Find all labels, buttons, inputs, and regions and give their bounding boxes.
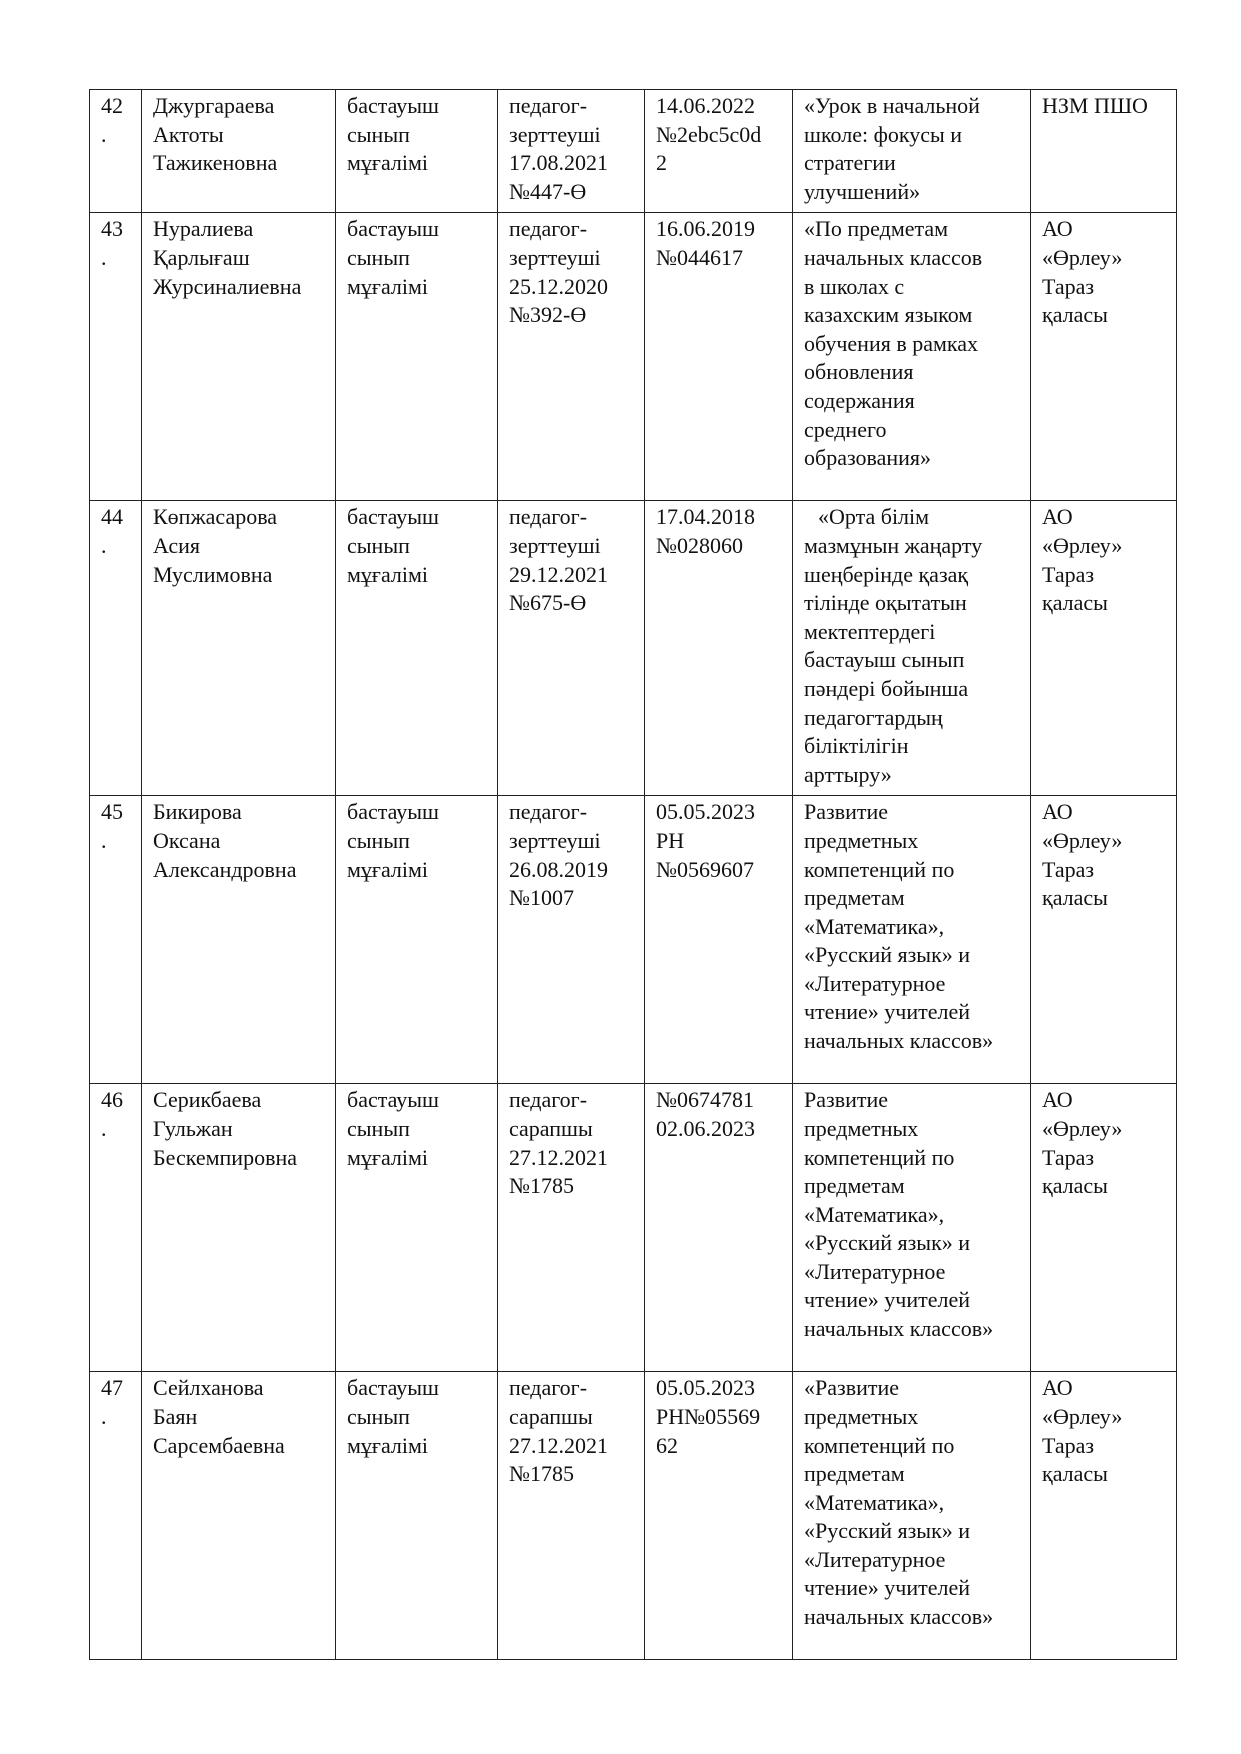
certificate-info: 05.05.2023 РН№05569 62	[645, 1372, 793, 1660]
teacher-position: бастауыш сынып мұғалімі	[336, 1372, 498, 1660]
organization: АО «Өрлеу» Тараз қаласы	[1031, 1372, 1177, 1660]
row-number: 42 .	[90, 90, 142, 213]
table-row	[90, 796, 1177, 1084]
table-row	[90, 1084, 1177, 1372]
teacher-category: педагог- зерттеуші 25.12.2020 №392-Ө	[498, 213, 645, 501]
table-row	[90, 501, 1177, 796]
course-topic: Развитие предметных компетенций по предметам «Математика», «Русский язык» и «Литературное чтение» учителей начальных классов»	[793, 1084, 1031, 1372]
teacher-position: бастауыш сынып мұғалімі	[336, 796, 498, 1084]
course-topic: «По предметам начальных классов в школах с казахским языком обучения в рамках обновления содержания среднего образования»	[793, 213, 1031, 501]
teacher-name: Бикирова Оксана Александровна	[142, 796, 336, 1084]
table-row	[90, 90, 1177, 213]
teacher-position: бастауыш сынып мұғалімі	[336, 1084, 498, 1372]
teacher-name: Нуралиева Қарлығаш Журсиналиевна	[142, 213, 336, 501]
row-number: 46 .	[90, 1084, 142, 1372]
certificate-info: 17.04.2018 №028060	[645, 501, 793, 796]
organization: АО «Өрлеу» Тараз қаласы	[1031, 1084, 1177, 1372]
row-number: 43 .	[90, 213, 142, 501]
course-topic: «Орта білім мазмұнын жаңарту шеңберінде қазақ тілінде оқытатын мектептердегі бастауыш сынып пәндері бойынша педагогтардың біліктілігін арттыру»	[793, 501, 1031, 796]
teacher-category: педагог- зерттеуші 26.08.2019 №1007	[498, 796, 645, 1084]
teacher-category: педагог- сарапшы 27.12.2021 №1785	[498, 1084, 645, 1372]
teacher-position: бастауыш сынып мұғалімі	[336, 501, 498, 796]
table-row	[90, 213, 1177, 501]
certificate-info: 16.06.2019 №044617	[645, 213, 793, 501]
teacher-name: Көпжасарова Асия Муслимовна	[142, 501, 336, 796]
certificate-info: 14.06.2022 №2ebc5c0d 2	[645, 90, 793, 213]
organization: НЗМ ПШО	[1031, 90, 1177, 213]
teacher-category: педагог- сарапшы 27.12.2021 №1785	[498, 1372, 645, 1660]
teacher-position: бастауыш сынып мұғалімі	[336, 90, 498, 213]
organization: АО «Өрлеу» Тараз қаласы	[1031, 213, 1177, 501]
certificate-info: 05.05.2023 РН №0569607	[645, 796, 793, 1084]
teacher-name: Джургараева Актоты Тажикеновна	[142, 90, 336, 213]
certificate-info: №0674781 02.06.2023	[645, 1084, 793, 1372]
row-number: 44 .	[90, 501, 142, 796]
course-topic: Развитие предметных компетенций по предметам «Математика», «Русский язык» и «Литературное чтение» учителей начальных классов»	[793, 796, 1031, 1084]
table-row	[90, 1372, 1177, 1660]
row-number: 47 .	[90, 1372, 142, 1660]
teacher-category: педагог- зерттеуші 17.08.2021 №447-Ө	[498, 90, 645, 213]
organization: АО «Өрлеу» Тараз қаласы	[1031, 796, 1177, 1084]
row-number: 45 .	[90, 796, 142, 1084]
organization: АО «Өрлеу» Тараз қаласы	[1031, 501, 1177, 796]
teacher-name: Серикбаева Гульжан Бескемпировна	[142, 1084, 336, 1372]
course-topic: «Урок в начальной школе: фокусы и стратегии улучшений»	[793, 90, 1031, 213]
teacher-position: бастауыш сынып мұғалімі	[336, 213, 498, 501]
teacher-category: педагог- зерттеуші 29.12.2021 №675-Ө	[498, 501, 645, 796]
course-topic: «Развитие предметных компетенций по предметам «Математика», «Русский язык» и «Литературное чтение» учителей начальных классов»	[793, 1372, 1031, 1660]
teacher-name: Сейлханова Баян Сарсембаевна	[142, 1372, 336, 1660]
teachers-table	[89, 89, 1177, 1660]
